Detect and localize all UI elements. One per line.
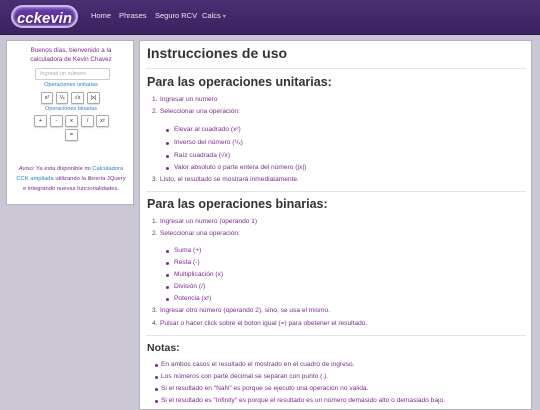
unary-step-1-text: Ingresar un numero bbox=[160, 96, 218, 103]
equals-button[interactable]: = bbox=[65, 129, 78, 141]
bullet bbox=[166, 250, 169, 253]
nav-seguro-rcv[interactable]: Seguro RCV bbox=[155, 11, 198, 20]
binary-step-3: 3. Ingresar otro número (operando 2), sino, se usa el mismo. bbox=[152, 307, 331, 314]
greeting-line-1: Buenos días, bienvenido a la bbox=[30, 47, 112, 54]
binary-op-1: Suma (+) bbox=[174, 247, 202, 254]
binary-step-4-text: Pulsar o hacer click sobre el boton igual (=) para obetener el resultado. bbox=[160, 320, 368, 327]
bullet bbox=[166, 155, 169, 158]
divider bbox=[146, 191, 526, 192]
greeting bbox=[7, 46, 135, 64]
divider bbox=[146, 68, 526, 69]
binary-op-4: División (/) bbox=[174, 283, 206, 290]
bullet bbox=[155, 388, 158, 391]
inverse-button[interactable]: ¹/ₓ bbox=[56, 92, 68, 104]
greeting-line-2: calculadora de Kevin Chavez bbox=[30, 56, 112, 63]
nav-calcs[interactable] bbox=[202, 11, 226, 20]
sqrt-button[interactable]: √x bbox=[71, 92, 84, 104]
binary-ops-label: Operaciones binarias bbox=[45, 106, 97, 112]
notice-text-1: Ya esta disponible mi bbox=[34, 166, 93, 172]
notice-text-3: e integrando nuevas funcionalidades. bbox=[22, 186, 120, 192]
navbar bbox=[0, 0, 540, 35]
binary-op-5: Potencia (xʸ) bbox=[174, 295, 212, 302]
unary-heading: Para las operaciones unitarias: bbox=[147, 75, 332, 89]
note-1: En ambos casos el resultado el mostrado en el cuadro de ingreso. bbox=[161, 361, 355, 368]
bullet bbox=[155, 364, 158, 367]
nav-calcs-label: Calcs bbox=[202, 11, 221, 20]
page-title: Instrucciones de uso bbox=[147, 45, 288, 61]
extended-calculator-link-2[interactable]: CCK ampliada bbox=[16, 176, 54, 182]
calculator-sidebar bbox=[6, 40, 134, 205]
subtract-button[interactable]: - bbox=[50, 115, 63, 127]
nav-home[interactable]: Home bbox=[91, 11, 112, 20]
bullet bbox=[166, 129, 169, 132]
divide-button[interactable]: / bbox=[81, 115, 94, 127]
binary-step-3-text: Ingresar otro número (operando 2), sino, se usa el mismo. bbox=[160, 307, 331, 314]
notice-text-2: utilizando la librería JQuery bbox=[53, 176, 126, 182]
bullet bbox=[166, 167, 169, 170]
bullet bbox=[166, 262, 169, 265]
add-button[interactable]: + bbox=[34, 115, 47, 127]
note-2: Los números con parte decimal se separan con punto (.). bbox=[161, 373, 329, 380]
binary-heading: Para las operaciones binarias: bbox=[147, 197, 328, 211]
unary-step-2-text: Seleccionar una operación: bbox=[160, 108, 240, 115]
chevron-down-icon: ▾ bbox=[222, 14, 226, 20]
binary-op-2: Resta (-) bbox=[174, 259, 200, 266]
square-button[interactable]: x² bbox=[41, 92, 53, 104]
unary-op-2: Inverso del número (¹/ₓ) bbox=[174, 139, 243, 146]
nav-phrases[interactable]: Phrases bbox=[119, 11, 147, 20]
unary-step-2: 2. Seleccionar una operación: bbox=[152, 108, 240, 115]
unary-op-3: Raíz cuadrada (√x) bbox=[174, 152, 231, 159]
divider bbox=[146, 335, 526, 336]
extended-calculator-link[interactable]: Calculadora bbox=[92, 166, 124, 172]
note-3: Si el resultado en "NaN" es porque se ejecuto una operación no valida. bbox=[161, 385, 369, 392]
brand-logo[interactable]: cckevin bbox=[11, 5, 78, 28]
bullet bbox=[166, 286, 169, 289]
note-4: Si el resultado es "Infinity" es porque el resultado es un número demasido alto o demasiado bajo. bbox=[161, 397, 445, 404]
notes-heading: Notas: bbox=[147, 342, 180, 354]
binary-step-4: 4. Pulsar o hacer click sobre el boton igual (=) para obetener el resultado. bbox=[152, 320, 368, 327]
unary-step-1: 1. Ingresar un numero bbox=[152, 96, 218, 103]
bullet bbox=[155, 376, 158, 379]
unary-op-4: Valor absoluto o parte entera del número (|x|) bbox=[174, 164, 307, 171]
power-button[interactable]: xʸ bbox=[96, 115, 109, 127]
bullet bbox=[166, 142, 169, 145]
binary-step-2-text: Seleccionar una operación: bbox=[160, 230, 240, 237]
unary-ops-label: Operaciones unitarias bbox=[44, 82, 98, 88]
binary-step-1: 1. Ingresar un numero (operando 1) bbox=[152, 218, 258, 225]
multiply-button[interactable]: x bbox=[65, 115, 78, 127]
notice-label: Aviso: bbox=[18, 166, 35, 172]
notice bbox=[7, 164, 135, 194]
unary-step-3: 3. Listo, el resultado se mostrará inmediatamente. bbox=[152, 176, 299, 183]
binary-step-1-text: Ingresar un numero (operando 1) bbox=[160, 218, 258, 225]
abs-button[interactable]: |x| bbox=[87, 92, 100, 104]
binary-op-3: Multiplicación (x) bbox=[174, 271, 224, 278]
bullet bbox=[155, 400, 158, 403]
unary-step-3-text: Listo, el resultado se mostrará inmediatamente. bbox=[160, 176, 299, 183]
number-input[interactable] bbox=[35, 68, 110, 80]
instructions-panel bbox=[139, 40, 532, 410]
binary-step-2: 2. Seleccionar una operación: bbox=[152, 230, 240, 237]
unary-op-1: Elevar al cuadrado (x²) bbox=[174, 126, 241, 133]
bullet bbox=[166, 274, 169, 277]
bullet bbox=[166, 298, 169, 301]
